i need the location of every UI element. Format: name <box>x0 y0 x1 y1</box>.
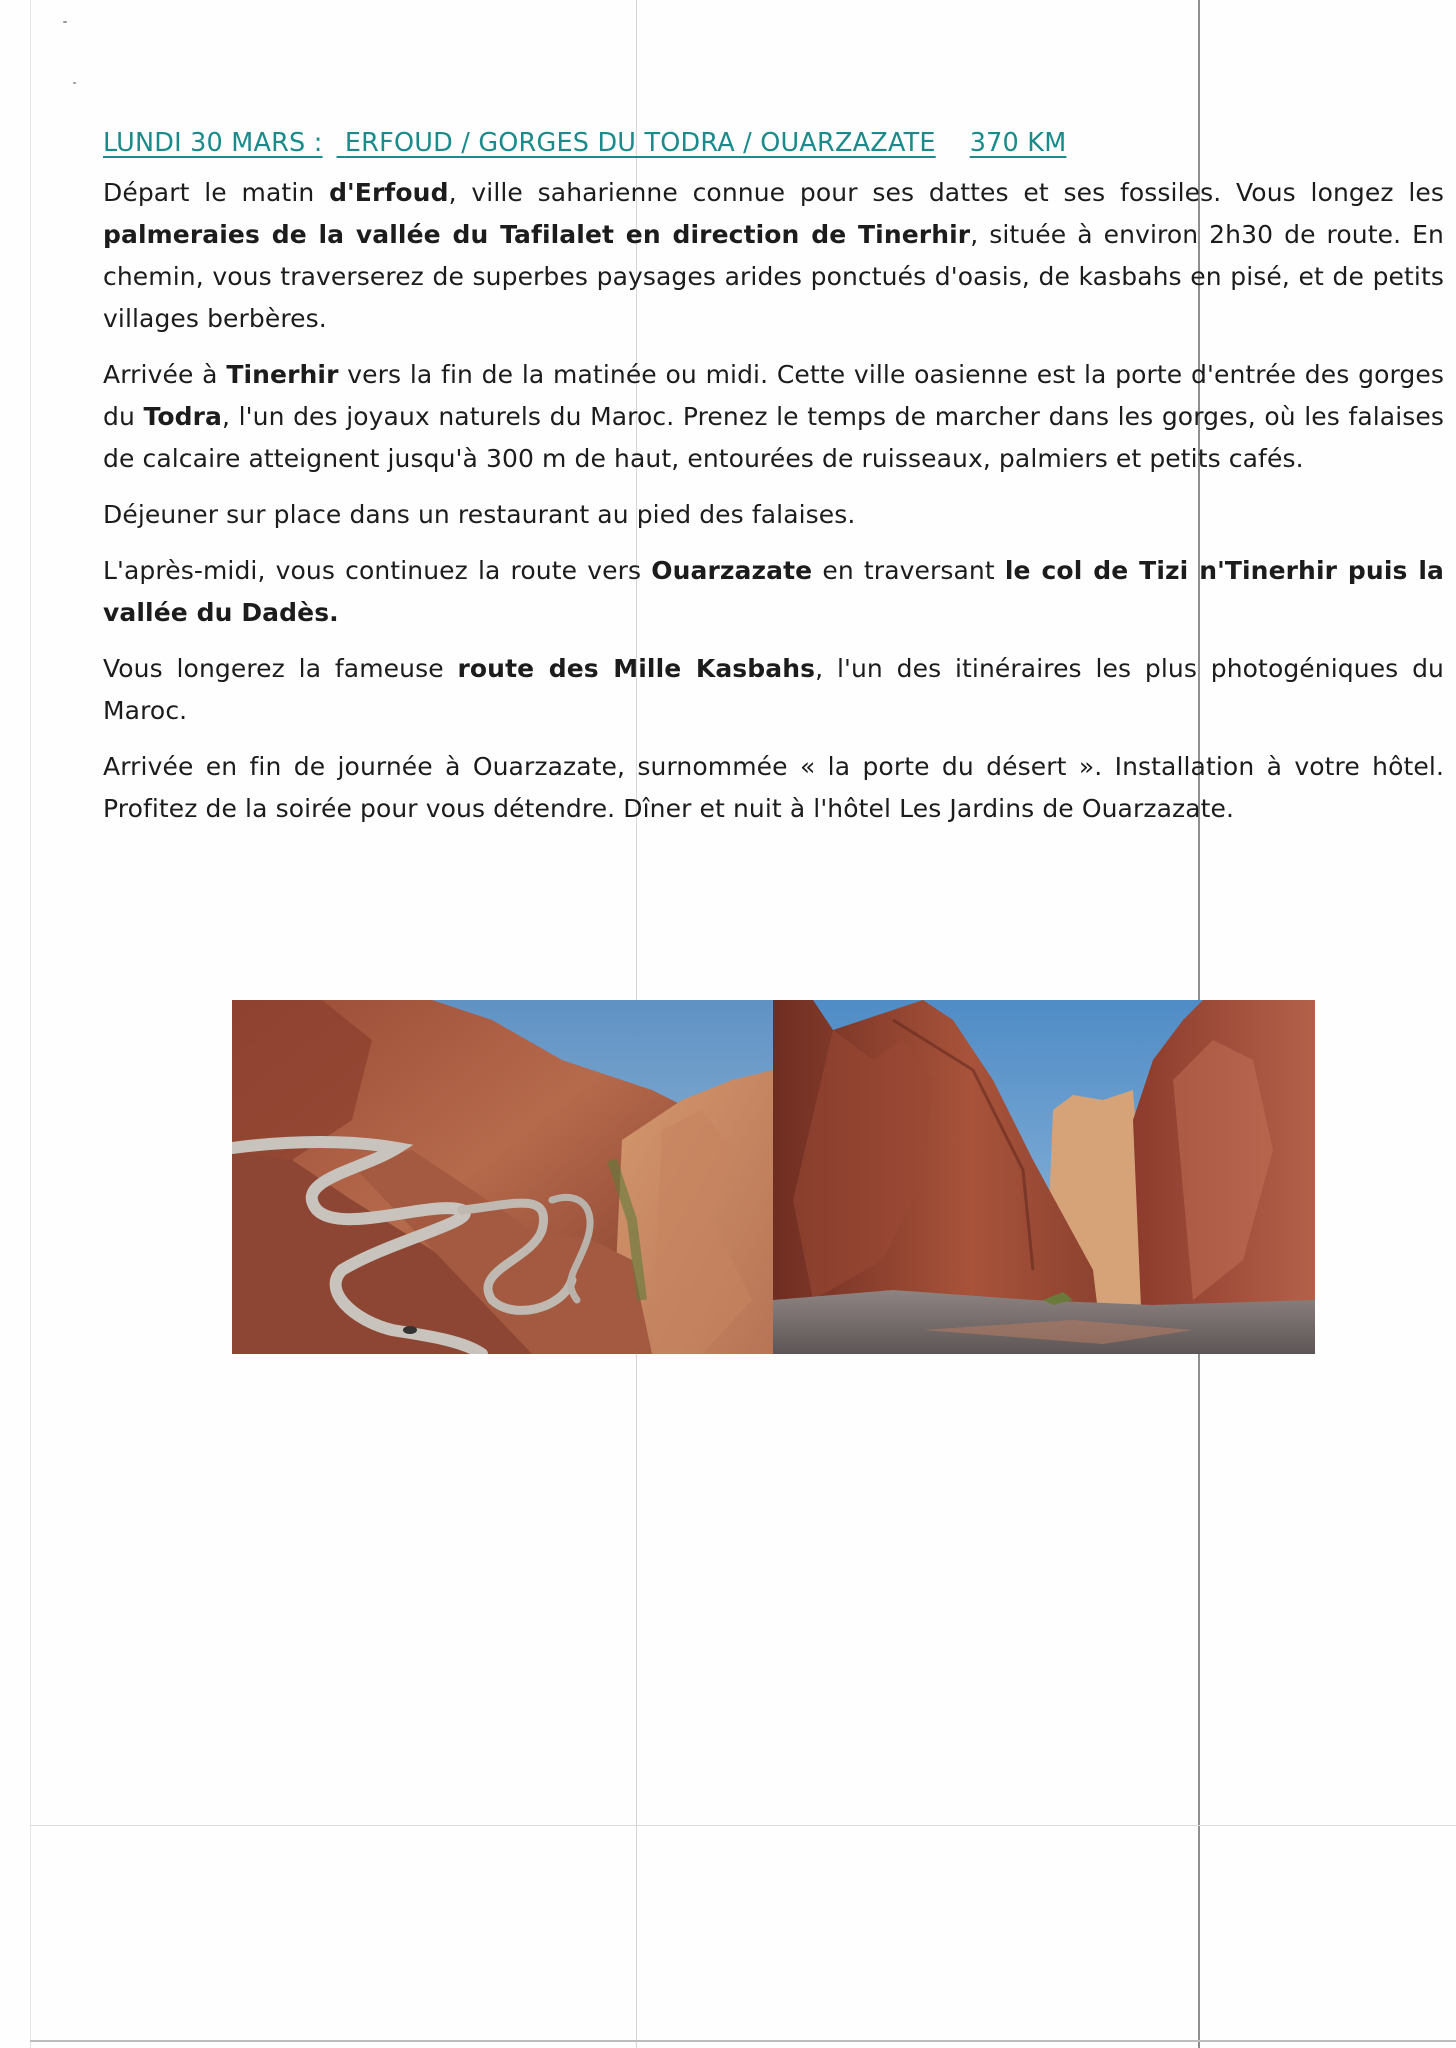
bold-place: Todra <box>143 402 222 431</box>
scan-left-edge <box>30 0 31 2048</box>
text-run: , l'un des joyaux naturels du Maroc. Prenez le temps de marcher dans les gorges, où les falaises de calcaire atteignent jusqu'à 300 m de haut, entourées de ruisseaux, palmiers et petits cafés. <box>103 402 1444 473</box>
text-run: Vous longerez la fameuse <box>103 654 458 683</box>
bold-place: Ouarzazate <box>651 556 813 585</box>
scan-bottom-edge <box>30 2040 1456 2042</box>
text-run: , ville saharienne connue pour ses dattes et ses fossiles. Vous longez les <box>448 178 1444 207</box>
bold-place: route des Mille Kasbahs <box>457 654 816 683</box>
heading-day: LUNDI 30 MARS : <box>103 128 323 158</box>
heading-route: ERFOUD / GORGES DU TODRA / OUARZAZATE <box>344 128 936 158</box>
text-run: en traversant <box>812 556 1005 585</box>
text-run: Arrivée à <box>103 360 227 389</box>
todra-gorge-illustration <box>773 1000 1315 1354</box>
paragraph-tinerhir <box>103 354 1444 480</box>
paragraph-lunch: Déjeuner sur place dans un restaurant au pied des falaises. <box>103 500 856 529</box>
bold-place: Tinerhir <box>226 360 339 389</box>
itinerary-content <box>103 128 1444 844</box>
photo-strip <box>232 1000 1315 1354</box>
dades-road-illustration <box>232 1000 773 1354</box>
text-run: Départ le matin <box>103 178 330 207</box>
scan-speck <box>73 82 76 84</box>
scan-speck <box>63 21 67 23</box>
bold-place: le col de Tizi n'Tinerhir puis la vallée du Dadès. <box>103 556 1444 627</box>
day-heading <box>103 128 1444 158</box>
text-run: , l'un des itinéraires les plus photogéniques du Maroc. <box>103 654 1444 725</box>
paragraph-kasbahs <box>103 648 1444 732</box>
paragraph-departure <box>103 172 1444 340</box>
paragraph-afternoon <box>103 550 1444 634</box>
photo-todra-gorge <box>773 1000 1315 1354</box>
photo-dades-road <box>232 1000 773 1354</box>
paragraph-arrival: Arrivée en fin de journée à Ouarzazate, surnommée « la porte du désert ». Installation à votre hôtel. Profitez de la soirée pour vous détendre. Dîner et nuit à l'hôtel Les Jardins de Ouarzazate. <box>103 752 1444 823</box>
heading-distance: 370 KM <box>969 128 1067 158</box>
fold-line-horizontal <box>30 1825 1456 1826</box>
text-run: , située à environ 2h30 de route. En chemin, vous traverserez de superbes paysages arides ponctués d'oasis, de kasbahs en pisé, et de petits villages berbères. <box>103 220 1444 333</box>
text-run: vers la fin de la matinée ou midi. Cette ville oasienne est la porte d'entrée des gorges du <box>103 360 1444 431</box>
text-run: L'après-midi, vous continuez la route vers <box>103 556 652 585</box>
bold-place: palmeraies de la vallée du Tafilalet en direction de Tinerhir <box>103 220 971 249</box>
bold-place: d'Erfoud <box>329 178 449 207</box>
